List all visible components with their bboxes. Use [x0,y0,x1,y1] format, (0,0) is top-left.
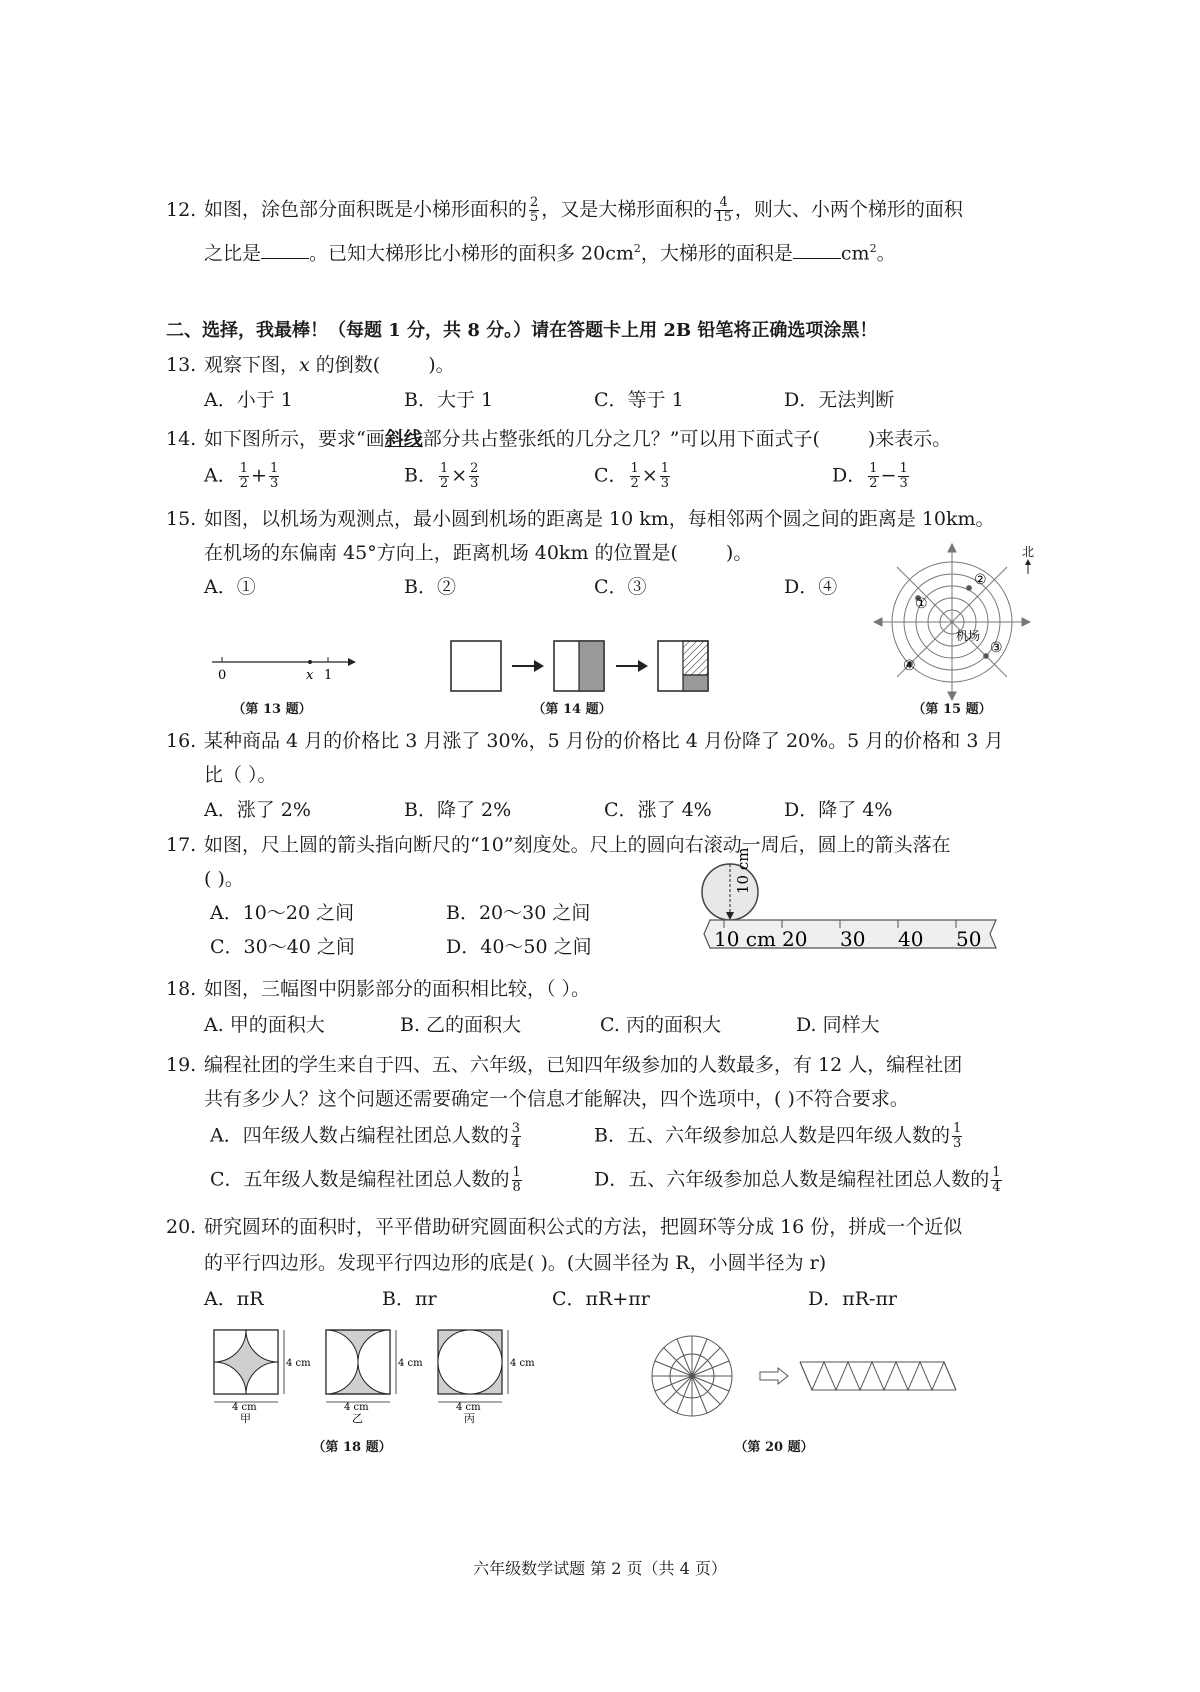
side-label: 4 cm [456,1402,481,1413]
q18-option-a[interactable]: A. 甲的面积大 [204,1014,325,1036]
q12-line1: 12. 如图，涂色部分面积既是小梯形面积的 $\frac{2}{5}$ ，又是大梯形面积的 $\frac{4}{15}$ ，则大、小两个梯形的面积 [166,195,963,225]
q16-option-b[interactable]: B．降了 2% [404,799,512,821]
q16-option-d[interactable]: D．降了 4% [784,799,893,821]
q16-line1: 16. 某种商品 4 月的价格比 3 月涨了 30%，5 月份的价格比 4 月份降了 20%。5 月的价格和 3 月 [166,730,1004,752]
fig18-caption: （第 18 题） [312,1440,392,1455]
mark-2: ② [974,572,987,588]
q16-option-c[interactable]: C．涨了 4% [604,799,712,821]
ruler-label-30: 30 [840,927,866,951]
q19-line1: 19. 编程社团的学生来自于四、五、六年级，已知四年级参加的人数最多，有 12 人，编程社团 [166,1054,963,1076]
tick-x: x [306,668,314,683]
ruler-label-40: 40 [898,927,924,951]
q13-option-d[interactable]: D．无法判断 [784,389,895,411]
north-label: 北 [1022,545,1035,559]
q17-option-d[interactable]: D．40～50 之间 [446,936,592,958]
side-label: 4 cm [510,1358,535,1369]
fig15-caption: （第 15 题） [912,702,992,717]
q19-line2: 共有多少人？这个问题还需要确定一个信息才能解决，四个选项中，( )不符合要求。 [204,1088,909,1110]
q15-option-b[interactable]: B．② [404,576,456,598]
q20-line2: 的平行四边形。发现平行四边形的底是( )。(大圆半径为 R，小圆半径为 r) [204,1252,827,1274]
ruler-label-20: 20 [782,927,808,951]
q19-option-b[interactable]: B．五、六年级参加总人数是四年级人数的 $\frac{1}{3}$ [594,1121,962,1151]
q16-line2: 比（ ）。 [204,764,277,786]
q17-line2: ( )。 [204,868,244,890]
page-footer: 六年级数学试题 第 2 页（共 4 页） [473,1559,727,1578]
ruler-label-50: 50 [956,927,982,951]
q15-line1: 15. 如图，以机场为观测点，最小圆到机场的距离是 10 km，每相邻两个圆之间的距离是 10km。 [166,508,995,530]
tick-zero: 0 [218,668,227,683]
q19-option-c[interactable]: C．五年级人数是编程社团总人数的 $\frac{1}{8}$ [210,1165,521,1195]
shaded-squares-figure [212,1328,542,1424]
side-label: 4 cm [286,1358,311,1369]
q18-option-b[interactable]: B. 乙的面积大 [400,1014,522,1036]
ruler-label-10: 10 cm [714,927,776,951]
figure-name-jia: 甲 [240,1412,251,1425]
side-label: 4 cm [232,1402,257,1413]
q15-option-a[interactable]: A．① [204,576,256,598]
number-line-figure [210,652,360,682]
q13-stem: 13. 观察下图，x 的倒数( )。 [166,354,455,376]
q12-number: 12. [166,198,197,221]
circle-diameter-label: 10 cm [734,847,752,894]
q18-option-d[interactable]: D. 同样大 [796,1014,880,1036]
q13-option-b[interactable]: B．大于 1 [404,389,494,411]
airport-map-figure [876,540,1036,690]
q18-option-c[interactable]: C. 丙的面积大 [600,1014,721,1036]
q15-option-d[interactable]: D．④ [784,576,838,598]
paper-fraction-figure [450,640,730,696]
q17-line1: 17. 如图，尺上圆的箭头指向断尺的“10”刻度处。尺上的圆向右滚动一周后，圆上的箭头落在 [166,834,951,856]
figure-name-yi: 乙 [352,1412,363,1425]
q20-option-b[interactable]: B．πr [382,1288,437,1310]
fig14-caption: （第 14 题） [532,702,612,717]
q14-option-b[interactable]: B． $\frac{1}{2}$ × $\frac{2}{3}$ [404,461,479,491]
q20-option-a[interactable]: A．πR [204,1288,264,1310]
mark-4: ④ [903,658,916,674]
q15-line2: 在机场的东偏南 45°方向上，距离机场 40km 的位置是( )。 [204,542,753,564]
mark-3: ③ [990,640,1003,656]
q12-line2: 之比是 。已知大梯形比小梯形的面积多 $20cm^2$，大梯形的面积是 $cm^2$。 [204,242,896,265]
annulus-figure [648,1332,988,1422]
q13-option-a[interactable]: A．小于 1 [204,389,293,411]
figure-name-bing: 丙 [464,1412,475,1425]
mark-1: ① [915,596,928,612]
airport-label: 机场 [956,629,981,643]
q14-option-c[interactable]: C． $\frac{1}{2}$ × $\frac{1}{3}$ [594,461,670,491]
ruler-figure [700,847,1000,966]
q18-stem: 18. 如图，三幅图中阴影部分的面积相比较，（ ）。 [166,978,591,1000]
fraction: $\frac{4}{15}$ [715,195,732,225]
q20-option-d[interactable]: D．πR-πr [808,1288,898,1310]
side-label: 4 cm [344,1402,369,1413]
q17-option-b[interactable]: B．20～30 之间 [446,902,591,924]
q14-stem: 14. 如下图所示，要求“画斜线部分共占整张纸的几分之几？”可以用下面式子( )来表示。 [166,428,952,450]
q16-option-a[interactable]: A．涨了 2% [204,799,311,821]
north-arrow-icon [1025,559,1031,565]
fraction: $\frac{2}{5}$ [530,195,539,225]
q17-option-c[interactable]: C．30～40 之间 [210,936,355,958]
q19-option-d[interactable]: D．五、六年级参加总人数是编程社团总人数的 $\frac{1}{4}$ [594,1165,1001,1195]
side-label: 4 cm [398,1358,423,1369]
fig20-caption: （第 20 题） [734,1440,814,1455]
q17-option-a[interactable]: A．10～20 之间 [210,902,355,924]
q14-option-d[interactable]: D． $\frac{1}{2}$ − $\frac{1}{3}$ [832,461,908,491]
section-2-heading: 二、选择，我最棒！（每题 1 分，共 8 分。）请在答题卡上用 2B 铅笔将正确选项涂黑！ [166,320,878,341]
q15-option-c[interactable]: C．③ [594,576,647,598]
q19-option-a[interactable]: A．四年级人数占编程社团总人数的 $\frac{3}{4}$ [210,1121,521,1151]
q13-option-c[interactable]: C．等于 1 [594,389,684,411]
fig13-caption: （第 13 题） [232,702,312,717]
q14-option-a[interactable]: A． $\frac{1}{2}$ + $\frac{1}{3}$ [204,461,279,491]
tick-one: 1 [324,668,333,683]
answer-blank[interactable] [261,240,309,259]
q20-line1: 20. 研究圆环的面积时，平平借助研究圆面积公式的方法，把圆环等分成 16 份，拼成一个近似 [166,1216,963,1238]
q20-option-c[interactable]: C．πR+πr [552,1288,650,1310]
answer-blank[interactable] [793,240,841,259]
